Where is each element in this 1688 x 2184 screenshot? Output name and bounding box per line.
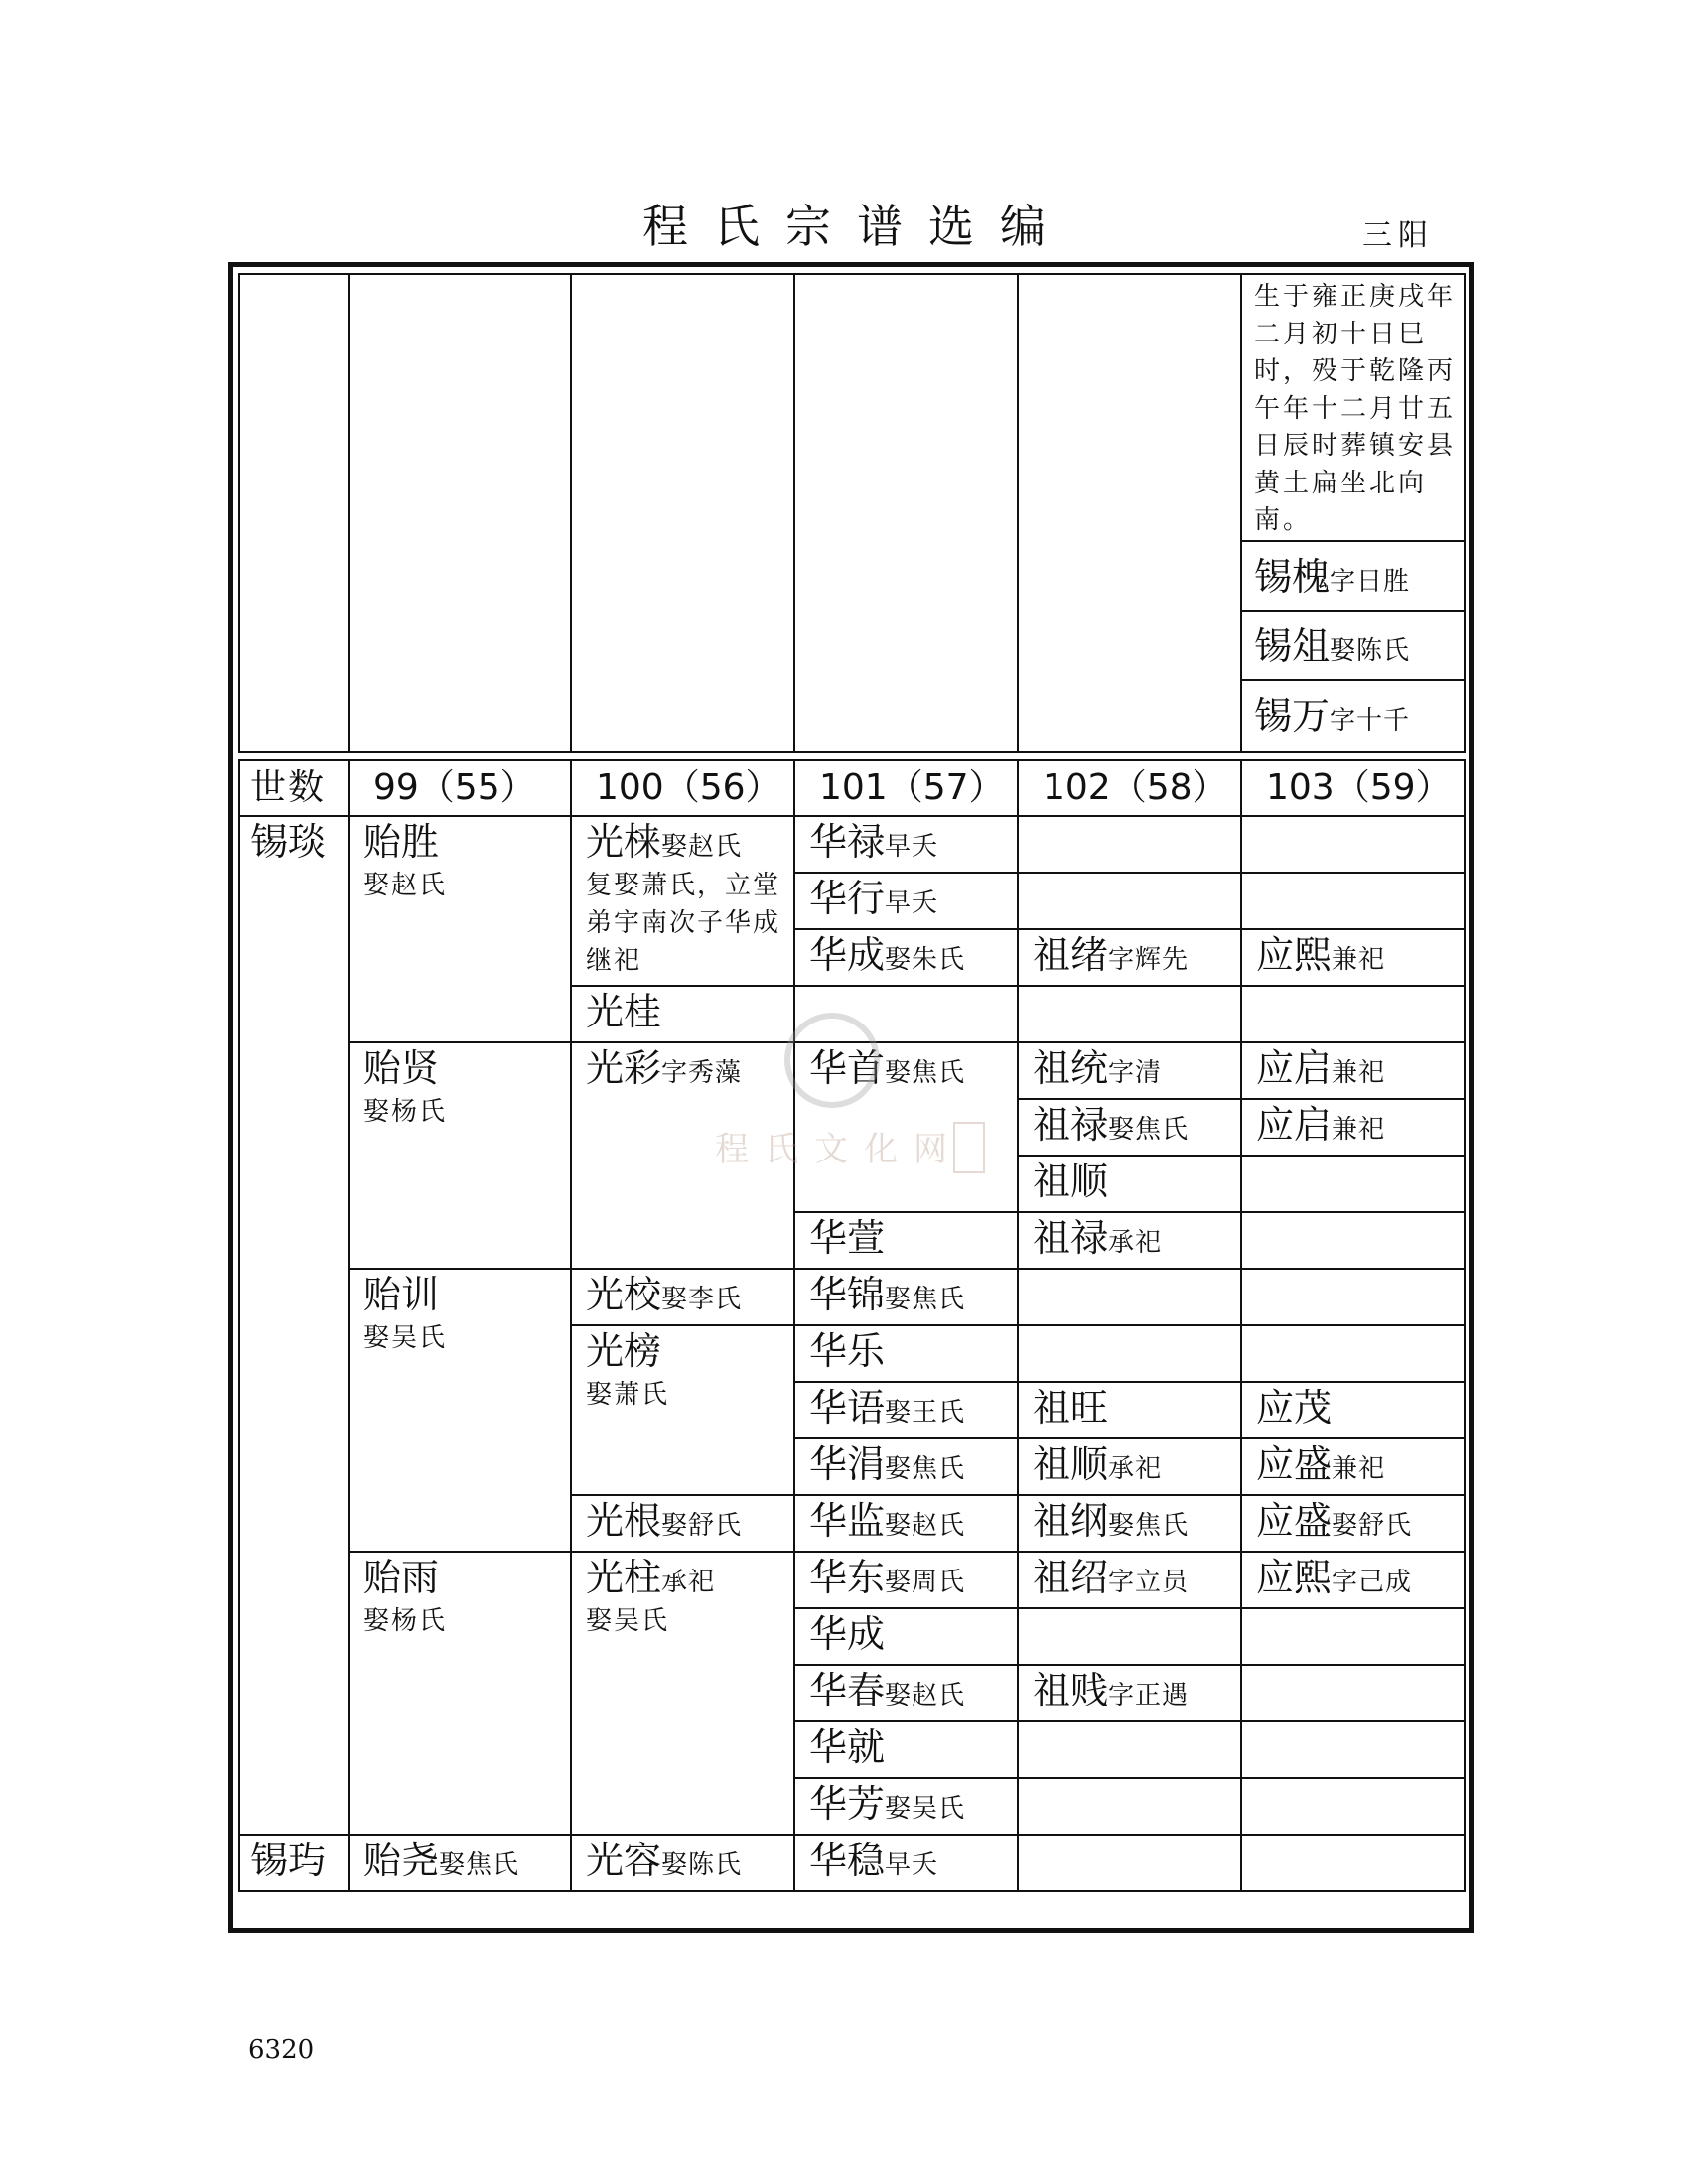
person-note: 娶周氏 xyxy=(885,1568,966,1597)
person-cell-yiyao xyxy=(349,1835,571,1891)
person-cell-zugang xyxy=(1018,1495,1241,1552)
empty-cell xyxy=(1018,986,1241,1042)
person-cell-guangcai xyxy=(571,1042,794,1269)
page-title: 程氏宗谱选编 xyxy=(642,200,1071,253)
empty-cell xyxy=(1241,1665,1465,1721)
person-note: 承祀 xyxy=(661,1568,716,1597)
person-cell-huajian xyxy=(794,1495,1018,1552)
person-name: 光桂 xyxy=(586,990,662,1033)
person-cell-zulu xyxy=(1018,1212,1241,1269)
person-note: 娶赵氏 xyxy=(885,1511,966,1541)
person-name: 祖绪 xyxy=(1033,933,1109,977)
empty-cell xyxy=(1241,1835,1465,1891)
person-name: 华东 xyxy=(809,1556,886,1599)
person-name: 光根 xyxy=(586,1499,662,1543)
person-name: 华锦 xyxy=(809,1273,886,1316)
empty-cell xyxy=(1241,1778,1465,1835)
empty-cell xyxy=(1241,1156,1465,1212)
person-cell-huajuan xyxy=(794,1438,1018,1495)
header-generation-label: 世数 xyxy=(239,760,349,816)
empty-cell xyxy=(794,986,1018,1042)
person-cell-huacheng xyxy=(794,1608,1018,1665)
person-name: 祖纲 xyxy=(1033,1499,1109,1543)
person-name: 贻贤 xyxy=(363,1046,440,1090)
person-cell-huacheng xyxy=(794,929,1018,986)
entry-note: 娶陈氏 xyxy=(1330,636,1411,666)
person-cell-guangbang xyxy=(571,1325,794,1495)
person-note: 娶焦氏 xyxy=(1108,1511,1190,1541)
person-name: 华乐 xyxy=(809,1329,886,1373)
person-name: 贻胜 xyxy=(363,820,440,864)
person-note: 娶陈氏 xyxy=(661,1850,743,1880)
person-name: 应熙 xyxy=(1256,933,1333,977)
person-cell-yiyu xyxy=(349,1552,571,1835)
person-cell-zushun xyxy=(1018,1438,1241,1495)
person-cell-huaying xyxy=(794,1212,1018,1269)
empty-cell xyxy=(1241,1608,1465,1665)
empty-cell xyxy=(1241,986,1465,1042)
person-note: 娶焦氏 xyxy=(885,1285,966,1314)
person-note: 字己成 xyxy=(1332,1568,1413,1597)
person-cell-zuxu xyxy=(1018,929,1241,986)
person-note: 兼祀 xyxy=(1332,1454,1386,1484)
header-gen-103: 103（59） xyxy=(1241,760,1465,816)
person-name: 光容 xyxy=(586,1839,662,1882)
person-note: 字正遇 xyxy=(1108,1681,1190,1710)
person-note: 兼祀 xyxy=(1332,1115,1386,1145)
person-note: 娶焦氏 xyxy=(885,1454,966,1484)
person-cell-yingqi xyxy=(1241,1099,1465,1156)
person-note: 字清 xyxy=(1108,1058,1163,1088)
person-note: 早夭 xyxy=(885,832,939,862)
person-note: 娶焦氏 xyxy=(1108,1115,1190,1145)
entry-name: 锡万 xyxy=(1254,694,1331,738)
person-name: 华就 xyxy=(809,1725,886,1769)
page-number: 6320 xyxy=(248,2035,315,2065)
person-cell-yingxi xyxy=(1241,1552,1465,1608)
empty-cell xyxy=(1018,1835,1241,1891)
person-name: 华行 xyxy=(809,877,886,920)
entry-note: 字十千 xyxy=(1330,706,1411,736)
ancestor-cell-xitan: 锡琰 xyxy=(239,816,349,1835)
header-gen-99: 99（55） xyxy=(349,760,571,816)
person-name: 华监 xyxy=(809,1499,886,1543)
person-name: 华成 xyxy=(809,933,886,977)
person-note: 娶吴氏 xyxy=(885,1794,966,1824)
person-desc: 娶吴氏 xyxy=(363,1323,448,1353)
genealogy-table xyxy=(238,273,1464,1922)
person-cell-huayu xyxy=(794,1382,1018,1438)
person-name: 华萱 xyxy=(809,1216,886,1260)
person-name: 应茂 xyxy=(1256,1386,1333,1430)
person-name: 应启 xyxy=(1256,1046,1333,1090)
empty-cell xyxy=(1241,1269,1465,1325)
region-label: 三阳 xyxy=(1362,218,1434,253)
person-cell-guangzhu xyxy=(571,1552,794,1835)
person-cell-yixian xyxy=(349,1042,571,1269)
empty-cell xyxy=(1018,873,1241,929)
person-cell-yixun xyxy=(349,1269,571,1552)
person-name: 华涓 xyxy=(809,1442,886,1486)
person-desc: 娶杨氏 xyxy=(363,1097,448,1127)
person-cell-guanglai xyxy=(571,816,794,986)
person-note: 兼祀 xyxy=(1332,945,1386,975)
person-name: 应熙 xyxy=(1256,1556,1333,1599)
person-desc: 娶吴氏 xyxy=(586,1606,670,1636)
person-name: 祖禄 xyxy=(1033,1216,1109,1260)
person-name: 祖绍 xyxy=(1033,1556,1109,1599)
entry-name: 锡槐 xyxy=(1254,555,1331,599)
person-note: 早夭 xyxy=(885,888,939,918)
person-cell-zutong xyxy=(1018,1042,1241,1099)
person-cell-hualu xyxy=(794,816,1018,873)
person-name: 贻雨 xyxy=(363,1556,440,1599)
section-separator xyxy=(239,752,1465,760)
empty-cell xyxy=(1018,1721,1241,1778)
empty-cell xyxy=(1241,1325,1465,1382)
person-cell-yingsheng xyxy=(1241,1495,1465,1552)
person-cell-zushun xyxy=(1018,1156,1241,1212)
person-desc: 复娶萧氏，立堂弟宇南次子华成继祀 xyxy=(586,871,781,976)
person-note: 字秀藻 xyxy=(661,1058,743,1088)
person-name: 华首 xyxy=(809,1046,886,1090)
person-name: 光柱 xyxy=(586,1556,662,1599)
person-note: 娶李氏 xyxy=(661,1285,743,1314)
person-cell-guanggui xyxy=(571,986,794,1042)
person-cell-zujian xyxy=(1018,1665,1241,1721)
person-note: 娶焦氏 xyxy=(439,1850,520,1880)
person-name: 应启 xyxy=(1256,1103,1333,1147)
person-cell-huachun xyxy=(794,1665,1018,1721)
person-name: 祖统 xyxy=(1033,1046,1109,1090)
person-cell-huawen xyxy=(794,1835,1018,1891)
person-name: 应盛 xyxy=(1256,1499,1333,1543)
person-desc: 娶杨氏 xyxy=(363,1606,448,1636)
person-cell-huahang xyxy=(794,873,1018,929)
person-cell-huajin xyxy=(794,1269,1018,1325)
person-name: 华芳 xyxy=(809,1782,886,1826)
person-name: 祖顺 xyxy=(1033,1160,1109,1203)
person-note: 娶王氏 xyxy=(885,1398,966,1428)
entry-xiwan xyxy=(1242,681,1464,751)
person-cell-huashou xyxy=(794,1042,1018,1212)
person-note: 娶赵氏 xyxy=(661,832,743,862)
person-note: 早夭 xyxy=(885,1850,939,1880)
person-note: 字立员 xyxy=(1108,1568,1190,1597)
person-name: 光榜 xyxy=(586,1329,662,1373)
person-cell-yisheng xyxy=(349,816,571,1042)
biographical-note: 生于雍正庚戌年二月初十日巳时，殁于乾隆丙午年十二月廿五日辰时葬镇安县黄土扁坐北向南。 xyxy=(1242,275,1464,542)
empty-cell xyxy=(1241,1212,1465,1269)
person-note: 娶舒氏 xyxy=(661,1511,743,1541)
person-name: 华成 xyxy=(809,1612,886,1656)
top-empty-cell xyxy=(1018,274,1241,752)
person-desc: 娶赵氏 xyxy=(363,871,448,900)
person-name: 华稳 xyxy=(809,1839,886,1882)
header-gen-101: 101（57） xyxy=(794,760,1018,816)
person-name: 贻尧 xyxy=(363,1839,440,1882)
person-cell-yingqi xyxy=(1241,1042,1465,1099)
person-name: 祖顺 xyxy=(1033,1442,1109,1486)
ancestor-cell-xiyu: 锡玙 xyxy=(239,1835,349,1891)
person-name: 光校 xyxy=(586,1273,662,1316)
person-cell-guangxiao xyxy=(571,1269,794,1325)
person-desc: 娶萧氏 xyxy=(586,1380,670,1410)
person-note: 兼祀 xyxy=(1332,1058,1386,1088)
empty-cell xyxy=(1018,816,1241,873)
person-cell-huale xyxy=(794,1325,1018,1382)
empty-cell xyxy=(1018,1778,1241,1835)
person-cell-huajiu xyxy=(794,1721,1018,1778)
header-gen-102: 102（58） xyxy=(1018,760,1241,816)
person-name: 光彩 xyxy=(586,1046,662,1090)
person-cell-zushao xyxy=(1018,1552,1241,1608)
person-cell-huafang xyxy=(794,1778,1018,1835)
empty-cell xyxy=(1241,1721,1465,1778)
person-name: 祖贱 xyxy=(1033,1669,1109,1712)
person-cell-yingsheng xyxy=(1241,1438,1465,1495)
entry-note: 字日胜 xyxy=(1330,567,1411,597)
empty-cell xyxy=(1018,1608,1241,1665)
person-cell-guanggen xyxy=(571,1495,794,1552)
top-empty-cell xyxy=(239,274,349,752)
person-name: 祖旺 xyxy=(1033,1386,1109,1430)
entry-name: 锡俎 xyxy=(1254,624,1331,668)
header-gen-100: 100（56） xyxy=(571,760,794,816)
top-empty-cell xyxy=(349,274,571,752)
person-name: 应盛 xyxy=(1256,1442,1333,1486)
person-name: 贻训 xyxy=(363,1273,440,1316)
person-note: 娶舒氏 xyxy=(1332,1511,1413,1541)
entry-xizu xyxy=(1242,612,1464,681)
top-empty-cell xyxy=(571,274,794,752)
empty-cell xyxy=(1018,1325,1241,1382)
top-notes-cell xyxy=(1241,274,1465,752)
person-name: 华春 xyxy=(809,1669,886,1712)
person-cell-huadong xyxy=(794,1552,1018,1608)
entry-xihuai xyxy=(1242,542,1464,612)
person-note: 字辉先 xyxy=(1108,945,1190,975)
person-cell-zulu xyxy=(1018,1099,1241,1156)
person-note: 承祀 xyxy=(1108,1228,1163,1258)
person-cell-zuwang xyxy=(1018,1382,1241,1438)
person-cell-yingmao xyxy=(1241,1382,1465,1438)
person-note: 承祀 xyxy=(1108,1454,1163,1484)
person-name: 祖禄 xyxy=(1033,1103,1109,1147)
empty-cell xyxy=(1241,816,1465,873)
person-note: 娶焦氏 xyxy=(885,1058,966,1088)
person-cell-guangrong xyxy=(571,1835,794,1891)
person-note: 娶朱氏 xyxy=(885,945,966,975)
person-name: 光梾 xyxy=(586,820,662,864)
empty-cell xyxy=(1018,1269,1241,1325)
person-name: 华语 xyxy=(809,1386,886,1430)
person-note: 娶赵氏 xyxy=(885,1681,966,1710)
person-cell-yingxi xyxy=(1241,929,1465,986)
empty-cell xyxy=(1241,873,1465,929)
top-empty-cell xyxy=(794,274,1018,752)
person-name: 华禄 xyxy=(809,820,886,864)
watermark-text: 程氏文化网 xyxy=(715,1130,963,1169)
